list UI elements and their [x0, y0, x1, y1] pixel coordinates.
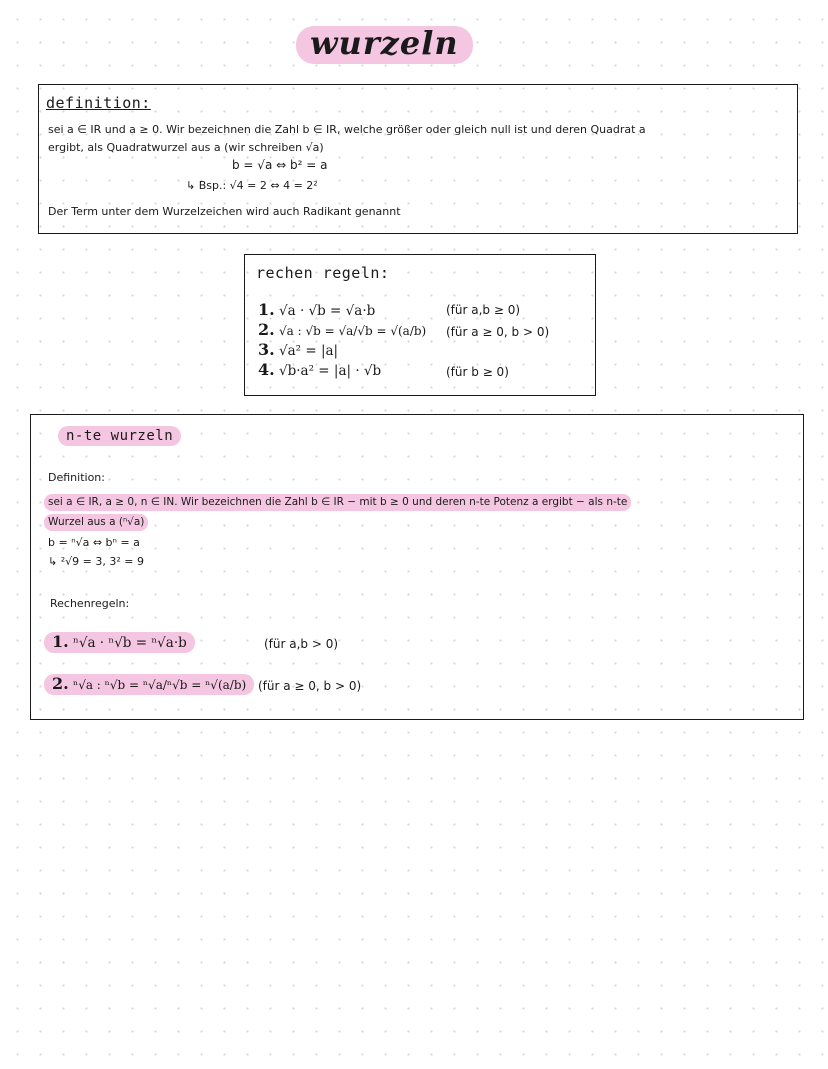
rule-number: 2. [258, 320, 275, 339]
rule-expression: √a : √b = √a/√b = √(a/b) [279, 324, 427, 338]
nte-definition-heading: Definition: [48, 471, 105, 484]
rule-expression: ⁿ√a · ⁿ√b = ⁿ√a·b [73, 635, 187, 651]
nte-example: ↳ ²√9 = 3, 3² = 9 [48, 555, 144, 568]
definition-formula: b = √a ⇔ b² = a [232, 158, 328, 172]
nte-rule-row [44, 674, 254, 695]
rule-row [258, 302, 375, 319]
rule-condition: (für a,b ≥ 0) [446, 303, 521, 317]
nte-formula: b = ⁿ√a ⇔ bⁿ = a [48, 536, 140, 549]
nte-rule-row [44, 632, 195, 653]
rule-number: 1. [52, 632, 69, 651]
rule-number: 2. [52, 674, 69, 693]
rule-expression: √a² = |a| [279, 343, 339, 359]
rule-expression: √b·a² = |a| · √b [279, 363, 382, 379]
rule-expression: ⁿ√a : ⁿ√b = ⁿ√a/ⁿ√b = ⁿ√(a/b) [73, 678, 247, 692]
nte-rules-heading: Rechenregeln: [50, 597, 130, 610]
definition-line-1: sei a ∈ IR und a ≥ 0. Wir bezeichnen die Zahl b ∈ IR, welche größer oder gleich null ist und deren Quadrat a [48, 123, 646, 136]
definition-heading: definition: [46, 94, 151, 112]
rule-number: 4. [258, 360, 275, 379]
rule-row [258, 362, 381, 379]
rule-condition: (für a ≥ 0, b > 0) [258, 679, 362, 693]
definition-line-2: ergibt, als Quadratwurzel aus a (wir schreiben √a) [48, 141, 324, 154]
rule-number: 3. [258, 340, 275, 359]
rule-condition: (für a,b > 0) [264, 637, 339, 651]
nte-line-1: sei a ∈ IR, a ≥ 0, n ∈ IN. Wir bezeichnen die Zahl b ∈ IR − mit b ≥ 0 und deren n-te Potenz a ergibt − als n-te [44, 494, 631, 511]
definition-radikant: Der Term unter dem Wurzelzeichen wird auch Radikant genannt [48, 205, 401, 218]
nte-heading: n-te wurzeln [58, 426, 181, 446]
rule-number: 1. [258, 300, 275, 319]
rechenregeln-heading: rechen regeln: [256, 264, 390, 282]
rule-condition: (für a ≥ 0, b > 0) [446, 325, 550, 339]
definition-example: ↳ Bsp.: √4 = 2 ⇔ 4 = 2² [186, 179, 318, 192]
rule-condition: (für b ≥ 0) [446, 365, 509, 379]
nte-line-2: Wurzel aus a (ⁿ√a) [44, 514, 148, 531]
rule-row [258, 342, 338, 359]
page-title: wurzeln [296, 26, 473, 64]
rule-expression: √a · √b = √a·b [279, 303, 376, 319]
rule-row [258, 322, 426, 339]
